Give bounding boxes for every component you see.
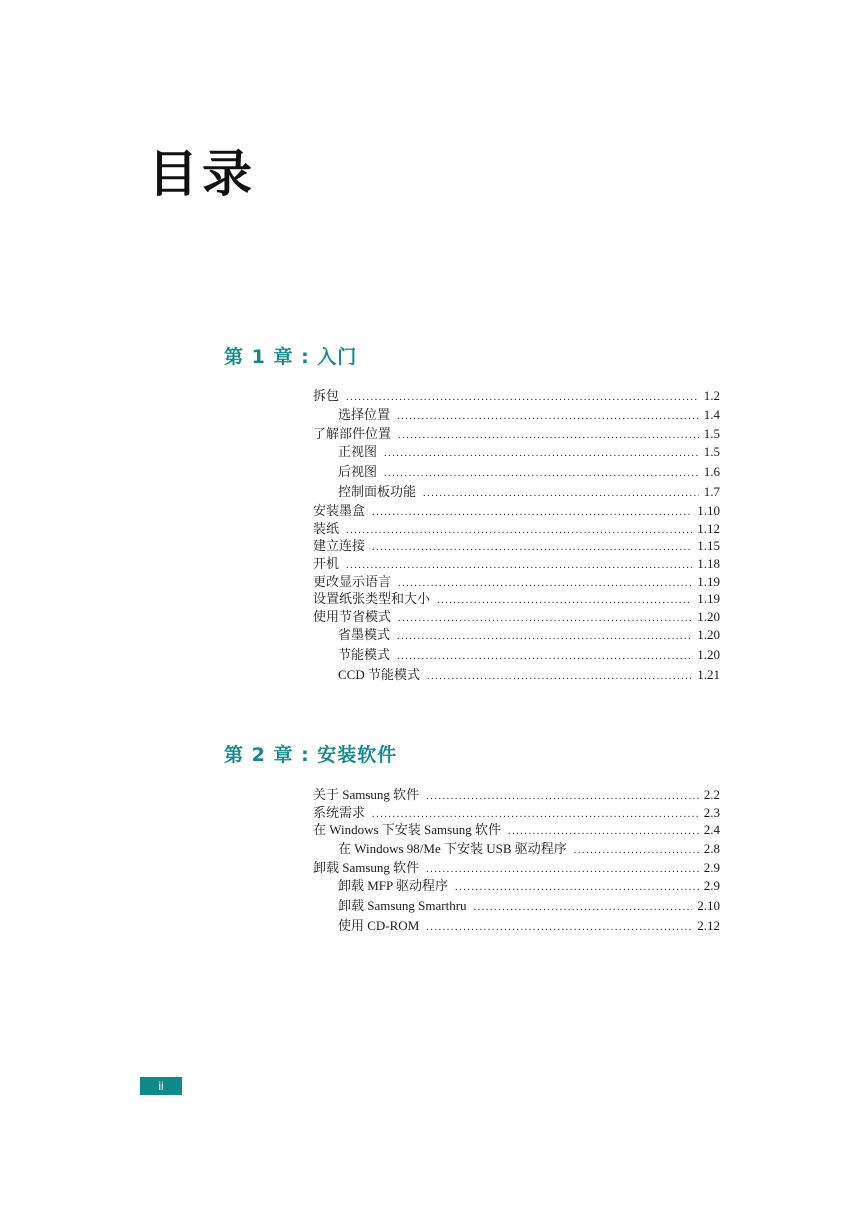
toc-entry-page-number: 2.3 <box>703 804 720 820</box>
toc-entry-label: 开机 <box>313 556 340 572</box>
toc-entry-label: CCD 节能模式 <box>338 667 420 683</box>
dot-leader <box>574 841 699 861</box>
toc-entry-label: 安装墨盒 <box>313 504 366 520</box>
toc-entry-page-number: 1.18 <box>697 555 720 571</box>
chapter-2-toc-list <box>313 786 720 936</box>
toc-entry-page-number: 1.19 <box>697 591 720 607</box>
toc-entry[interactable] <box>313 625 720 645</box>
toc-entry-page-number: 1.20 <box>697 647 720 663</box>
toc-entry-page-number: 1.12 <box>697 520 720 536</box>
toc-entry[interactable] <box>313 387 720 405</box>
chapter-1-heading: 第 1 章 : 入门 <box>224 346 358 368</box>
toc-entry-label: 在 Windows 下安装 Samsung 软件 <box>313 822 501 838</box>
chapter-2-heading: 第 2 章 : 安装软件 <box>224 744 398 766</box>
toc-entry[interactable] <box>313 405 720 425</box>
toc-entry-page-number: 2.12 <box>697 918 720 934</box>
toc-entry-page-number: 1.7 <box>703 484 720 500</box>
toc-entry[interactable] <box>313 916 720 936</box>
toc-entry-page-number: 1.20 <box>697 608 720 624</box>
toc-entry-page-number: 2.8 <box>703 840 720 856</box>
toc-entry-label: 卸载 Samsung Smarthru <box>338 898 467 914</box>
toc-entry-label: 控制面板功能 <box>338 485 417 501</box>
dot-leader <box>426 918 692 938</box>
dot-leader <box>384 444 699 464</box>
dot-leader <box>397 627 692 647</box>
page-title: 目录 <box>148 145 256 203</box>
toc-entry[interactable] <box>313 821 720 839</box>
dot-leader <box>346 557 692 575</box>
toc-entry[interactable] <box>313 555 720 573</box>
dot-leader <box>384 464 699 484</box>
dot-leader <box>426 788 699 806</box>
toc-entry[interactable] <box>313 645 720 665</box>
toc-entry[interactable] <box>313 859 720 877</box>
toc-entry[interactable] <box>313 482 720 502</box>
toc-entry[interactable] <box>313 573 720 591</box>
page-number-tab: ii <box>140 1077 182 1095</box>
toc-entry-page-number: 2.9 <box>703 859 720 875</box>
toc-entry-label: 选择位置 <box>338 407 391 423</box>
toc-entry-page-number: 1.4 <box>703 406 720 422</box>
toc-entry[interactable] <box>313 537 720 555</box>
toc-entry-label: 使用 CD-ROM <box>338 918 420 934</box>
toc-entry-label: 装纸 <box>313 521 340 537</box>
toc-entry-page-number: 1.10 <box>697 503 720 519</box>
toc-entry-page-number: 1.2 <box>703 388 720 403</box>
toc-entry-label: 建立连接 <box>313 539 366 555</box>
toc-entry-page-number: 1.15 <box>697 538 720 554</box>
toc-entry-page-number: 1.5 <box>703 425 720 441</box>
toc-entry[interactable] <box>313 590 720 608</box>
toc-entry[interactable] <box>313 665 720 685</box>
dot-leader <box>398 427 699 445</box>
toc-entry-page-number: 2.9 <box>703 878 720 894</box>
toc-entry-label: 系统需求 <box>313 805 366 821</box>
toc-entry-label: 节能模式 <box>338 648 391 664</box>
toc-entry-page-number: 1.20 <box>697 627 720 643</box>
dot-leader <box>397 407 699 427</box>
toc-entry-page-number: 1.21 <box>697 667 720 683</box>
toc-entry-label: 省墨模式 <box>338 628 391 644</box>
toc-entry-label: 在 Windows 98/Me 下安装 USB 驱动程序 <box>338 840 567 856</box>
toc-entry-label: 卸载 MFP 驱动程序 <box>338 878 449 894</box>
toc-entry[interactable] <box>313 462 720 482</box>
toc-entry-page-number: 1.6 <box>703 464 720 480</box>
toc-entry-page-number: 2.2 <box>703 787 720 802</box>
toc-entry-label: 更改显示语言 <box>313 574 392 590</box>
toc-entry[interactable] <box>313 425 720 443</box>
toc-entry-label: 正视图 <box>338 445 378 461</box>
toc-entry[interactable] <box>313 608 720 626</box>
toc-entry-label: 了解部件位置 <box>313 426 392 442</box>
dot-leader <box>397 647 692 667</box>
toc-entry-page-number: 2.10 <box>697 898 720 914</box>
dot-leader <box>346 389 699 407</box>
dot-leader <box>372 504 692 522</box>
toc-entry-label: 关于 Samsung 软件 <box>313 787 420 802</box>
chapter-1-toc-list <box>313 387 720 685</box>
dot-leader <box>398 610 692 628</box>
toc-entry[interactable] <box>313 502 720 520</box>
toc-entry[interactable] <box>313 442 720 462</box>
toc-entry-page-number: 2.4 <box>703 822 720 838</box>
toc-entry[interactable] <box>313 876 720 896</box>
dot-leader <box>398 575 692 593</box>
dot-leader <box>423 484 699 504</box>
toc-entry-label: 使用节省模式 <box>313 609 392 625</box>
toc-entry-label: 卸载 Samsung 软件 <box>313 859 420 875</box>
dot-leader <box>427 667 692 687</box>
dot-leader <box>474 898 693 918</box>
toc-entry[interactable] <box>313 896 720 916</box>
dot-leader <box>455 878 699 898</box>
toc-entry[interactable] <box>313 786 720 804</box>
toc-entry[interactable] <box>313 839 720 859</box>
dot-leader <box>426 861 699 879</box>
toc-entry[interactable] <box>313 520 720 538</box>
toc-entry-label: 拆包 <box>313 389 340 404</box>
dot-leader <box>437 592 692 610</box>
toc-entry[interactable] <box>313 804 720 822</box>
toc-entry-label: 后视图 <box>338 465 378 481</box>
dot-leader <box>346 522 692 540</box>
toc-entry-page-number: 1.5 <box>703 444 720 460</box>
toc-entry-page-number: 1.19 <box>697 573 720 589</box>
toc-entry-label: 设置纸张类型和大小 <box>313 592 431 608</box>
dot-leader <box>372 539 692 557</box>
